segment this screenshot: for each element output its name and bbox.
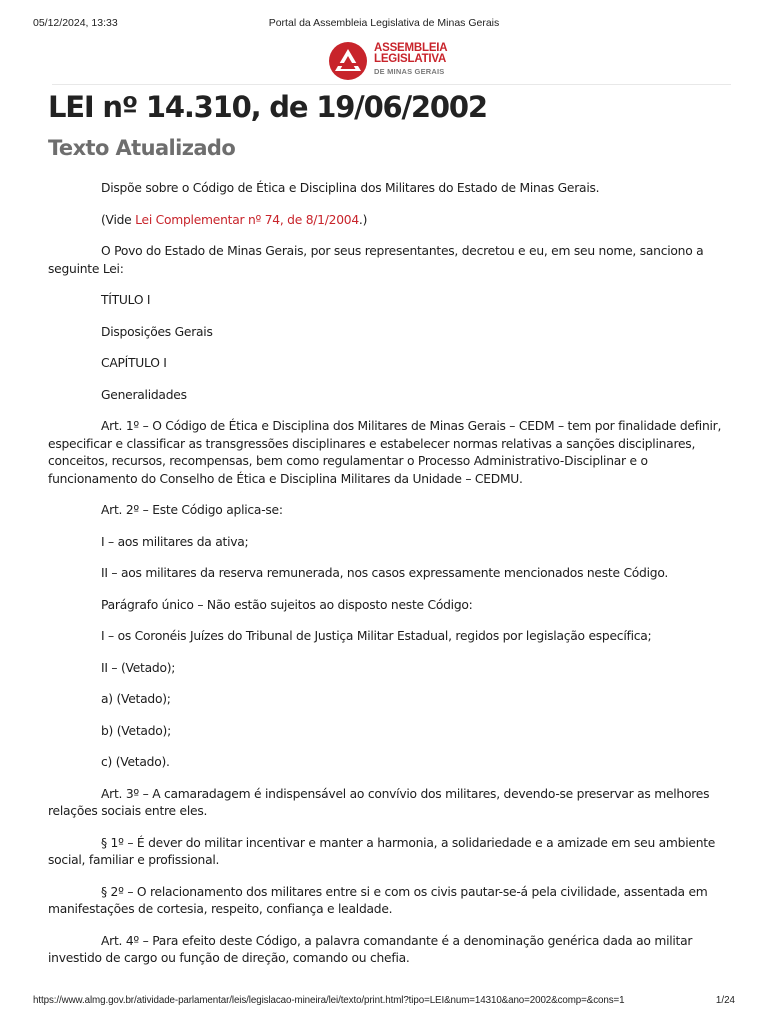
article-2-item-ii: II – aos militares da reserva remunerada, nos casos expressamente mencionados neste Código. bbox=[101, 566, 669, 580]
law-title: LEI nº 14.310, de 19/06/2002 bbox=[48, 90, 487, 124]
print-header bbox=[33, 17, 735, 31]
logo-line-2: LEGISLATIVA bbox=[374, 53, 447, 65]
ementa: Dispõe sobre o Código de Ética e Disciplina dos Militares do Estado de Minas Gerais. bbox=[101, 181, 600, 195]
almg-logo[interactable] bbox=[328, 40, 448, 80]
print-datetime: 05/12/2024, 13:33 bbox=[33, 17, 118, 29]
article-3-paragraph-2: § 2º – O relacionamento dos militares entre si e com os civis pautar-se-á pela civilidade, assentada em manifestações de cortesia, respeito, confiança e lealdade. bbox=[48, 884, 708, 916]
logo-line-3: DE MINAS GERAIS bbox=[374, 67, 445, 76]
article-2-paragraph-item-ii: II – (Vetado); bbox=[101, 660, 176, 675]
logo-line-1: ASSEMBLEIA bbox=[374, 42, 448, 54]
capitulo-name: Generalidades bbox=[101, 387, 187, 402]
header-divider bbox=[52, 84, 731, 85]
titulo-heading: TÍTULO I bbox=[101, 293, 151, 307]
almg-logo-icon bbox=[328, 41, 368, 81]
vide-prefix: (Vide bbox=[101, 212, 136, 227]
print-footer bbox=[33, 995, 735, 1009]
article-2-paragraph-item-c: c) (Vetado). bbox=[101, 755, 170, 769]
law-text bbox=[48, 180, 723, 982]
vide-link[interactable]: Lei Complementar nº 74, de 8/1/2004 bbox=[135, 212, 359, 227]
vide-note bbox=[48, 212, 723, 230]
titulo-name: Disposições Gerais bbox=[101, 324, 213, 339]
law-subtitle: Texto Atualizado bbox=[48, 136, 236, 160]
article-2-paragraph-item-b: b) (Vetado); bbox=[101, 723, 171, 738]
article-2-paragraph-item-a: a) (Vetado); bbox=[101, 692, 171, 706]
article-2-paragraph-item-i: I – os Coronéis Juízes do Tribunal de Justiça Militar Estadual, regidos por legislação específica; bbox=[101, 629, 652, 643]
article-3: Art. 3º – A camaradagem é indispensável ao convívio dos militares, devendo-se preservar as melhores relações sociais entre eles. bbox=[48, 786, 710, 818]
article-4: Art. 4º – Para efeito deste Código, a palavra comandante é a denominação genérica dada ao militar investido de cargo ou função de direção, comando ou chefia. bbox=[48, 933, 693, 965]
print-url: https://www.almg.gov.br/atividade-parlamentar/leis/legislacao-mineira/lei/texto/print.html?tipo=LEI&num=14310&ano=2002&comp=&cons=1 bbox=[33, 995, 625, 1006]
preamble: O Povo do Estado de Minas Gerais, por seus representantes, decretou e eu, em seu nome, sanciono a seguinte Lei: bbox=[48, 244, 704, 276]
article-2-paragraph: Parágrafo único – Não estão sujeitos ao disposto neste Código: bbox=[101, 597, 473, 612]
print-page-title: Portal da Assembleia Legislativa de Minas Gerais bbox=[268, 17, 500, 29]
page-number: 1/24 bbox=[715, 995, 735, 1006]
article-1: Art. 1º – O Código de Ética e Disciplina dos Militares de Minas Gerais – CEDM – tem por finalidade definir, especificar e classificar as transgressões disciplinares e estabelecer normas relativas a sanções disciplinares, conceitos, recursos, recompensas, bem como regulamentar o Processo Administrativo-Disciplinar e o funcionamento do Conselho de Ética e Disciplina Militares da Unidade – CEDMU. bbox=[48, 419, 722, 486]
article-2-item-i: I – aos militares da ativa; bbox=[101, 534, 249, 549]
article-2: Art. 2º – Este Código aplica-se: bbox=[101, 503, 283, 517]
article-3-paragraph-1: § 1º – É dever do militar incentivar e manter a harmonia, a solidariedade e a amizade em seu ambiente social, familiar e profissional. bbox=[48, 835, 716, 867]
vide-suffix: .) bbox=[358, 212, 368, 227]
capitulo-heading: CAPÍTULO I bbox=[101, 356, 167, 370]
